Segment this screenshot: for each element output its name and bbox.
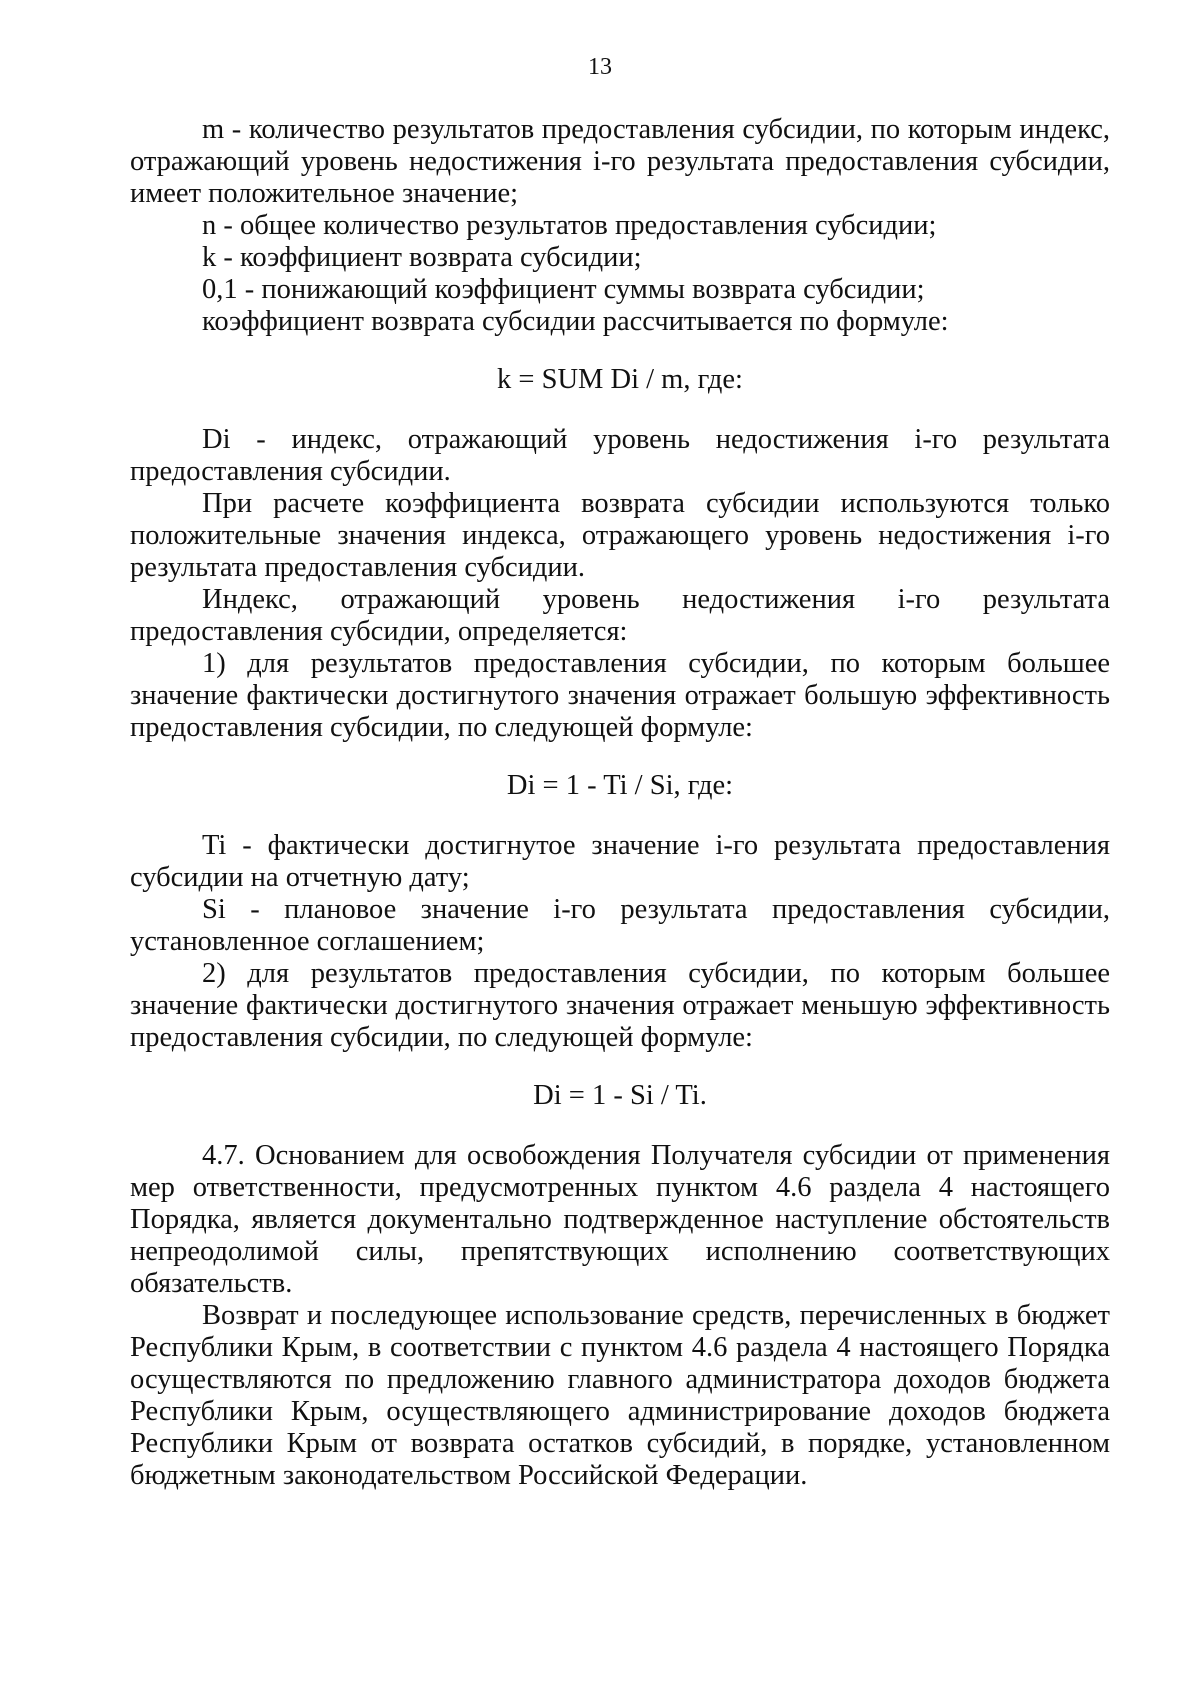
paragraph-reduction-coefficient: 0,1 - понижающий коэффициент суммы возврата субсидии; <box>202 274 925 305</box>
document-body <box>130 114 1110 1492</box>
paragraph-k-formula-intro: коэффициент возврата субсидии рассчитывается по формуле: <box>202 306 949 337</box>
paragraph-positive-values: При расчете коэффициента возврата субсидии используются только положительные значения индекса, отражающего уровень недостижения i-го результата предоставления субсидии. <box>130 488 1110 583</box>
paragraph-index-determination: Индекс, отражающий уровень недостижения i-го результата предоставления субсидии, определяется: <box>130 584 1110 647</box>
paragraph-n-definition: n - общее количество результатов предоставления субсидии; <box>202 210 937 241</box>
paragraph-m-definition: m - количество результатов предоставления субсидии, по которым индекс, отражающий уровень недостижения i-го результата предоставления субсидии, имеет положительное значение; <box>130 114 1110 209</box>
paragraph-case-1: 1) для результатов предоставления субсидии, по которым большее значение фактически достигнутого значения отражает большую эффективность предоставления субсидии, по следующей формуле: <box>130 648 1110 743</box>
paragraph-case-2: 2) для результатов предоставления субсидии, по которым большее значение фактически достигнутого значения отражает меньшую эффективность предоставления субсидии, по следующей формуле: <box>130 958 1110 1053</box>
formula-k: k = SUM Di / m, где: <box>497 364 743 395</box>
page-number: 13 <box>588 54 612 80</box>
paragraph-return-procedure: Возврат и последующее использование средств, перечисленных в бюджет Республики Крым, в соответствии с пунктом 4.6 раздела 4 настоящего Порядка осуществляются по предложению главного администратора доходов бюджета Республики Крым, осуществляющего администрирование доходов бюджета Республики Крым от возврата остатков субсидий, в порядке, установленном бюджетным законодательством Российской Федерации. <box>130 1300 1110 1491</box>
paragraph-4-7: 4.7. Основанием для освобождения Получателя субсидии от применения мер ответственности, предусмотренных пунктом 4.6 раздела 4 настоящего Порядка, является документально подтвержденное наступление обстоятельств непреодолимой силы, препятствующих исполнению соответствующих обязательств. <box>130 1140 1110 1299</box>
formula-di-2: Di = 1 - Si / Ti. <box>533 1080 707 1111</box>
paragraph-ti-definition: Ti - фактически достигнутое значение i-го результата предоставления субсидии на отчетную дату; <box>130 830 1110 893</box>
paragraph-si-definition: Si - плановое значение i-го результата предоставления субсидии, установленное соглашением; <box>130 894 1110 957</box>
formula-di-1: Di = 1 - Ti / Si, где: <box>506 770 734 801</box>
paragraph-k-definition: k - коэффициент возврата субсидии; <box>202 242 642 273</box>
paragraph-di-definition: Di - индекс, отражающий уровень недостижения i-го результата предоставления субсидии. <box>130 424 1110 487</box>
